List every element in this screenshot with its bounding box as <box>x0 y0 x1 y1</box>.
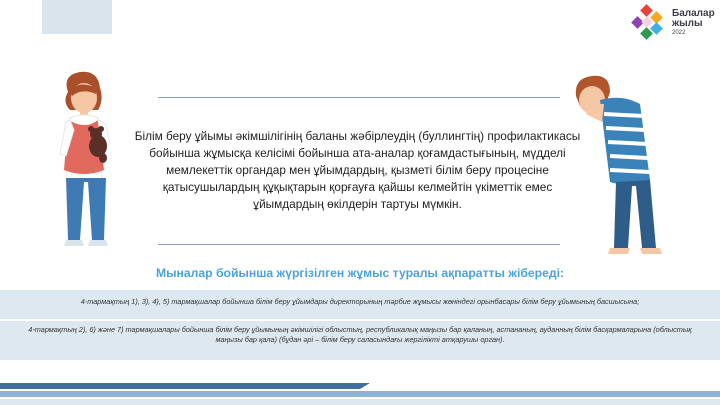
top-divider <box>158 97 560 98</box>
logo-title-line1: Балалар <box>672 8 715 19</box>
info-item: 4-тармақтың 2), 6) және 7) тармақшалары бойынша білім беру ұйымының әкімшілігі облыстың, республикалық маңызы бар қаланың, астананың, ауданның білім басқармаларына (облыстық маңызы бар қала) (бұдан әрі – білім беру саласындағы жергілікті атқарушы орган). <box>28 325 692 344</box>
main-paragraph: Білім беру ұйымы әкімшілігінің баланы жәбірлеудің (буллингтің) профилактикасы бойынша жұмысқа келісімі бойынша ата-аналар қоғамдастығының, мүдделі мемлекеттік органдар мен ұйымдардың, қызметі білім беру процесіне қатысушылардың құқықтарын қорғауға қайшы келмейтін үкіметтік емес ұйымдардың өкілдерін тартуы мүмкін. <box>134 129 581 211</box>
logo-mark-icon <box>630 4 666 40</box>
boy-illustration <box>570 70 675 266</box>
logo-year: 2022 <box>672 30 686 36</box>
bottom-divider <box>158 244 560 245</box>
section-heading: Мыналар бойынша жүргізілген жұмыс туралы ақпаратты жібереді: <box>155 266 565 280</box>
girl-illustration <box>40 70 140 272</box>
band-divider <box>0 319 720 321</box>
logo-title <box>672 9 715 29</box>
corner-decoration <box>42 0 112 34</box>
info-item: 4-тармақтың 1), 3), 4), 5) тармақшалар бойынша білім беру ұйымдары директорының тәрбие жұмысы жөніндегі орынбасары білім беру ұйымының басшысына; <box>80 297 640 306</box>
logo <box>630 4 718 40</box>
logo-title-line2: жылы <box>672 18 703 29</box>
footer-stripes <box>0 378 720 405</box>
